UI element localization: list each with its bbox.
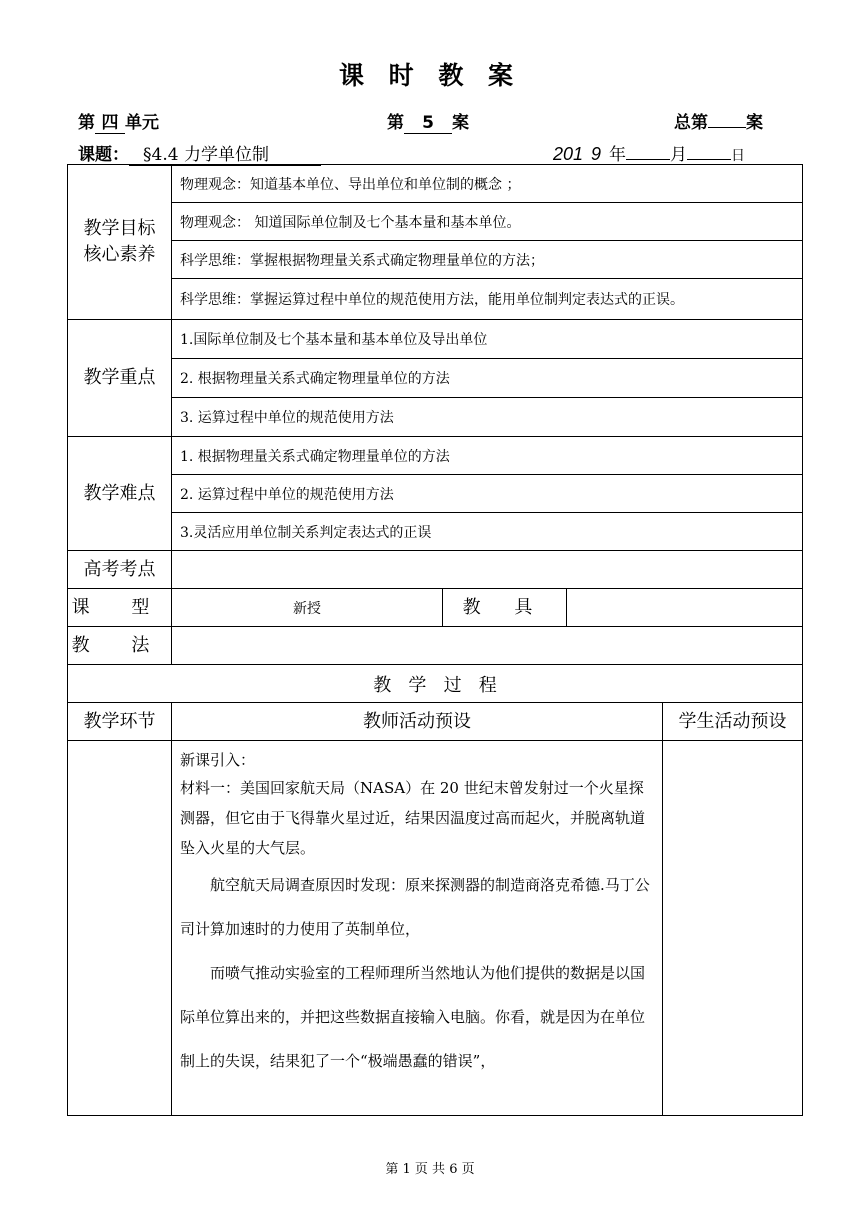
key-point-item: 2. 根据物理量关系式确定物理量单位的方法 bbox=[172, 359, 803, 398]
topic-label: 课题： bbox=[78, 145, 129, 165]
objective-item: 科学思维：掌握运算过程中单位的规范使用方法，能用单位制判定表达式的正误。 bbox=[172, 279, 803, 320]
course-type-label bbox=[68, 589, 172, 627]
date-field bbox=[553, 140, 745, 165]
objective-item: 科学思维：掌握根据物理量关系式确定物理量单位的方法； bbox=[172, 241, 803, 279]
lesson-value: 5 bbox=[404, 113, 452, 134]
process-col-teacher: 教师活动预设 bbox=[172, 703, 663, 741]
tools-label bbox=[443, 589, 567, 627]
objective-item: 物理观念： 知道国际单位制及七个基本量和基本单位。 bbox=[172, 203, 803, 241]
material-paragraph: 材料一：美国回家航天局（NASA）在 20 世纪末曾发射过一个火星探测器，但它由于飞得靠火星过近，结果因温度过高而起火，并脱离轨道坠入火星的大气层。 bbox=[180, 779, 646, 857]
difficulty-item: 2. 运算过程中单位的规范使用方法 bbox=[172, 475, 803, 513]
topic-field bbox=[78, 140, 321, 166]
teacher-activity-cell bbox=[172, 741, 663, 1116]
date-month-suffix: 月 bbox=[670, 145, 688, 165]
intro-heading: 新课引入： bbox=[180, 751, 256, 769]
course-type-label-text: 课 型 bbox=[71, 596, 168, 618]
student-activity-cell bbox=[663, 741, 803, 1116]
lesson-plan-table bbox=[67, 164, 803, 1116]
objective-item: 物理观念：知道基本单位、导出单位和单位制的概念 ； bbox=[172, 165, 803, 203]
course-type-value: 新授 bbox=[172, 589, 443, 627]
date-month-value bbox=[626, 159, 670, 160]
process-col-stage: 教学环节 bbox=[68, 703, 172, 741]
unit-value: 四 bbox=[95, 113, 125, 134]
difficulty-item: 1. 根据物理量关系式确定物理量单位的方法 bbox=[172, 437, 803, 475]
lesson-prefix: 第 bbox=[387, 113, 404, 133]
lesson-field bbox=[387, 108, 469, 134]
key-point-item: 3. 运算过程中单位的规范使用方法 bbox=[172, 398, 803, 437]
date-year: 201 bbox=[553, 144, 584, 164]
tools-label-text: 教 具 bbox=[462, 596, 547, 618]
method-label bbox=[68, 627, 172, 665]
objectives-label-line1: 教学目标 bbox=[83, 218, 156, 239]
total-field bbox=[674, 108, 763, 133]
total-value bbox=[708, 127, 746, 128]
topic-value: §4.4 力学单位制 bbox=[129, 145, 321, 166]
exam-label: 高考考点 bbox=[68, 551, 172, 589]
page-footer: 第 1 页 共 6 页 bbox=[385, 1162, 475, 1177]
unit-field bbox=[78, 108, 159, 134]
date-day-value bbox=[687, 159, 731, 160]
objectives-label-line2: 核心素养 bbox=[83, 244, 156, 265]
process-title: 教 学 过 程 bbox=[68, 665, 803, 703]
material-paragraph: 而喷气推动实验室的工程师理所当然地认为他们提供的数据是以国际单位算出来的，并把这些数据直接输入电脑。你看，就是因为在单位制上的失误，结果犯了一个“极端愚蠢的错误”， bbox=[180, 964, 646, 1070]
material-paragraph: 航空航天局调查原因时发现：原来探测器的制造商洛克希德.马丁公司计算加速时的力使用了英制单位， bbox=[180, 876, 650, 938]
lesson-suffix: 案 bbox=[452, 113, 469, 133]
method-label-text: 教 法 bbox=[71, 634, 168, 656]
unit-prefix: 第 bbox=[78, 113, 95, 133]
date-year-suffix: 年 bbox=[609, 145, 627, 165]
method-value bbox=[172, 627, 803, 665]
objectives-label bbox=[68, 165, 172, 320]
key-point-item: 1.国际单位制及七个基本量和基本单位及导出单位 bbox=[172, 320, 803, 359]
difficulty-item: 3.灵活应用单位制关系判定表达式的正误 bbox=[172, 513, 803, 551]
difficulties-label: 教学难点 bbox=[68, 437, 172, 551]
key-points-label: 教学重点 bbox=[68, 320, 172, 437]
date-day-suffix: 日 bbox=[731, 148, 746, 164]
total-prefix: 总第 bbox=[674, 113, 708, 133]
process-col-student: 学生活动预设 bbox=[663, 703, 803, 741]
total-suffix: 案 bbox=[746, 113, 763, 133]
date-year-digit: 9 bbox=[583, 144, 609, 165]
unit-suffix: 单元 bbox=[125, 113, 159, 133]
tools-value bbox=[567, 589, 803, 627]
exam-value bbox=[172, 551, 803, 589]
page-title: 课 时 教 案 bbox=[338, 61, 522, 90]
process-stage-cell bbox=[68, 741, 172, 1116]
